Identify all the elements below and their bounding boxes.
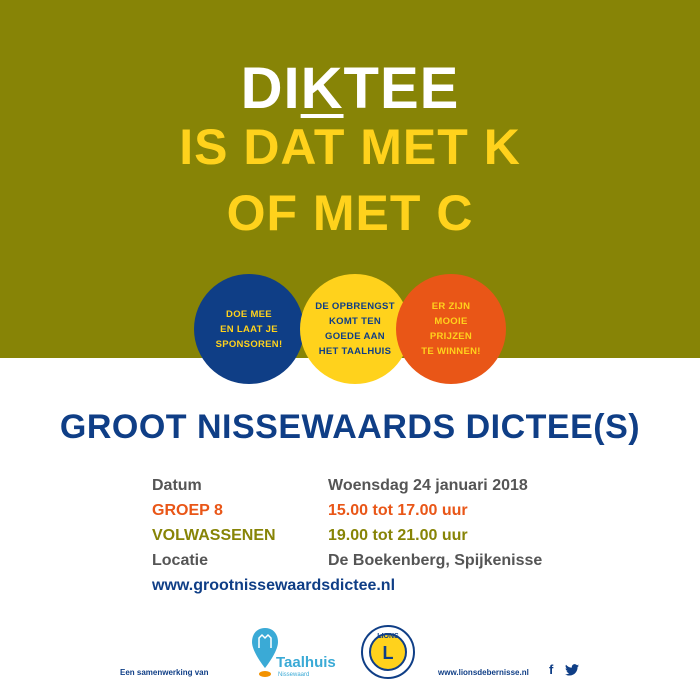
lions-url-link[interactable]: www.lionsdebernisse.nl [438,668,529,677]
info-value: Woensdag 24 januari 2018 [328,477,528,494]
circle-text: DE OPBRENGST KOMT TEN GOEDE AAN HET TAALHUIS [315,301,395,357]
info-label: VOLWASSENEN [152,527,276,544]
title-underlined-k: K [300,56,344,121]
lions-logo-text: LIONS [377,633,399,640]
lions-club-logo [360,624,416,684]
title-diktee [0,58,700,120]
title-part: DI [240,56,301,121]
info-value: 15.00 tot 17.00 uur [328,502,468,519]
circle-opbrengst [300,274,410,384]
title-line-2: IS DAT MET K [179,119,521,175]
facebook-icon[interactable]: f [549,662,554,677]
taalhuis-sub: Nissewaard [278,672,310,678]
info-label: Locatie [152,552,209,569]
event-headline: GROOT NISSEWAARDS DICTEE(S) [59,408,641,446]
info-label: GROEP 8 [152,502,223,519]
info-value: De Boekenberg, Spijkenisse [328,552,543,569]
svg-text:L: L [382,643,394,663]
circle-text: ER ZIJN MOOIE PRIJZEN TE WINNEN! [421,301,481,357]
website-link[interactable]: www.grootnissewaardsdictee.nl [152,577,396,594]
collaboration-text: Een samenwerking van [120,668,209,677]
taalhuis-logo [250,626,340,684]
info-value: 19.00 tot 21.00 uur [328,527,468,544]
twitter-icon[interactable] [565,664,579,676]
title-part: TEE [343,56,460,121]
circle-sponsor [194,274,304,384]
taalhuis-name: Taalhuis [276,654,336,671]
circle-text: DOE MEE EN LAAT JE SPONSOREN! [215,308,283,350]
title-line-3: OF MET C [226,185,474,241]
circle-prijzen [396,274,506,384]
info-label: Datum [152,477,202,494]
